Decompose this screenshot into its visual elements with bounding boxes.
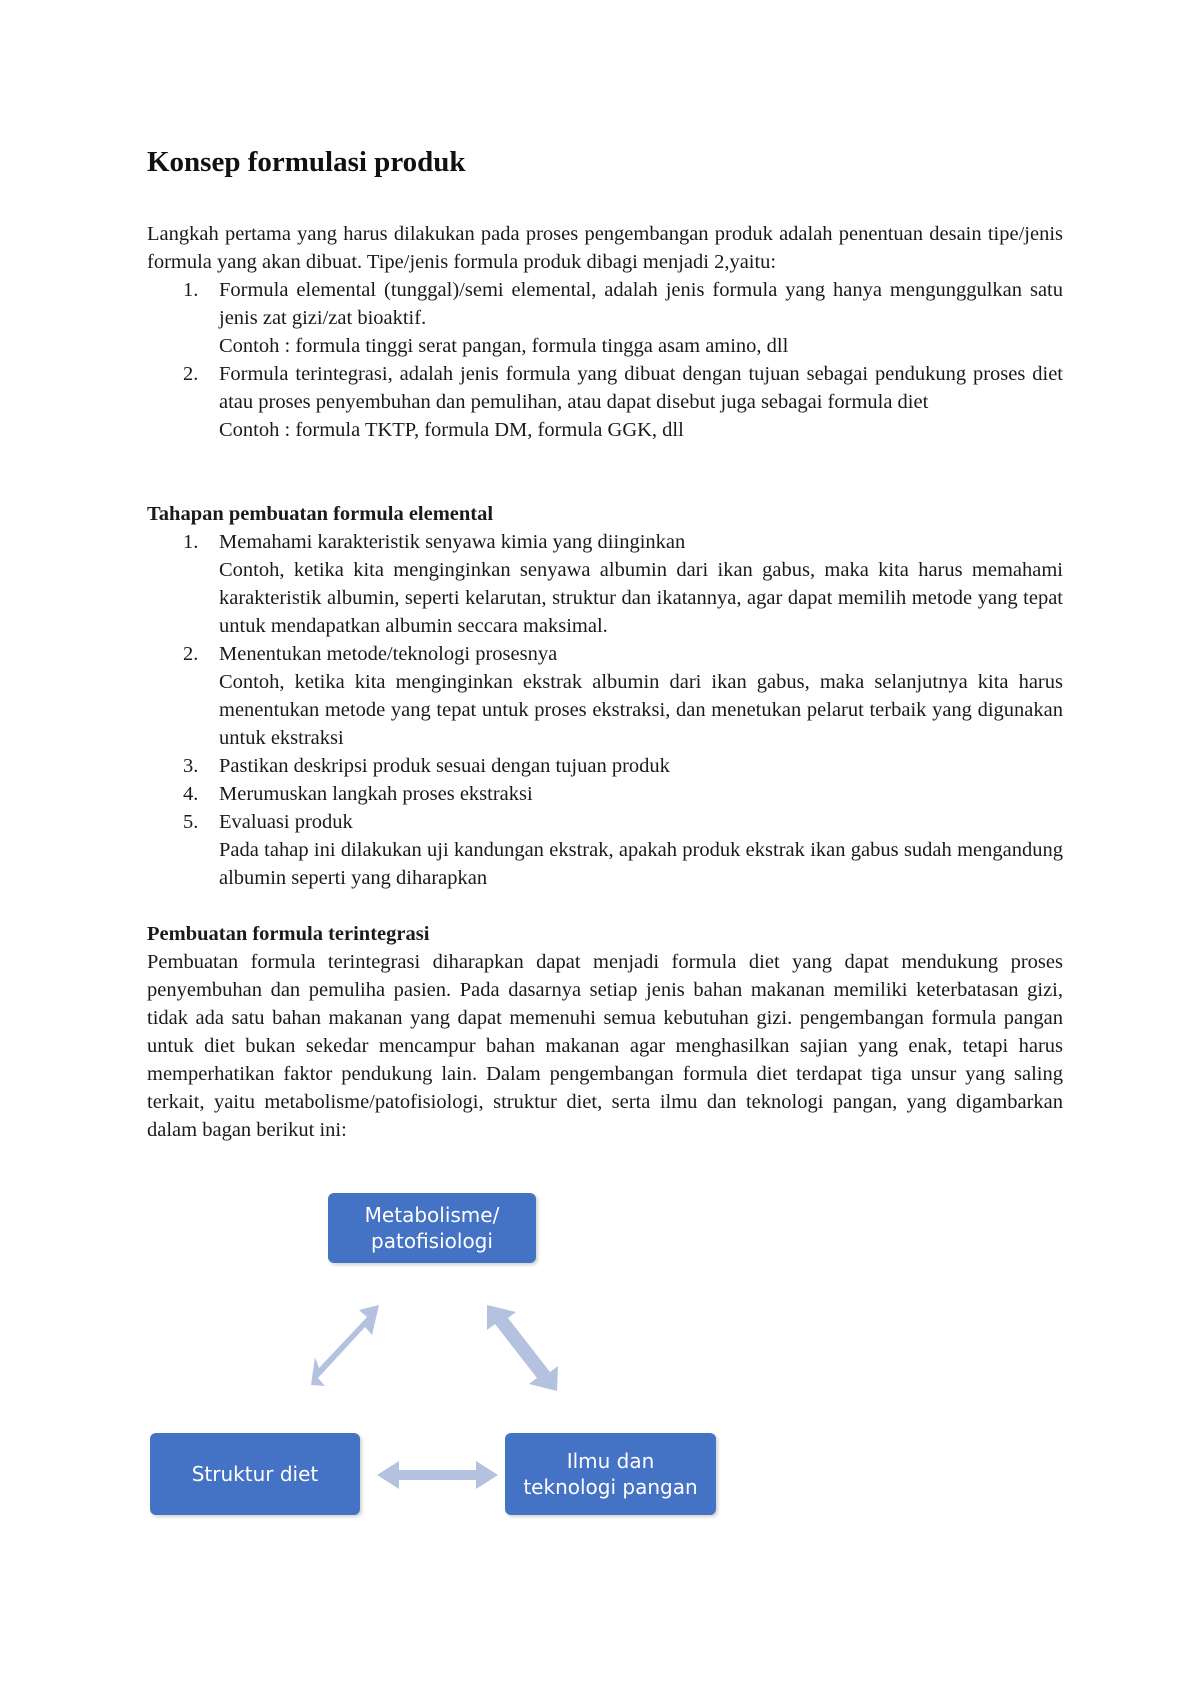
- list-item: [147, 808, 1063, 892]
- double-arrow-top-right: [487, 1305, 558, 1391]
- step-detail: Pada tahap ini dilakukan uji kandungan ekstrak, apakah produk ekstrak ikan gabus sudah mengandung albumin seperti yang diharapkan: [219, 839, 1063, 889]
- list-number: 3.: [183, 755, 199, 777]
- node-metabolisme-line2: patofisiologi: [371, 1229, 493, 1253]
- list-number: 5.: [183, 811, 199, 833]
- formula-types-list: [147, 276, 1063, 444]
- steps-list: [147, 528, 1063, 892]
- step-detail: Contoh, ketika kita menginginkan ekstrak albumin dari ikan gabus, maka selanjutnya kita harus menentukan metode yang tepat untuk proses ekstraksi, dan menetukan pelarut terbaik yang digunakan untuk ekstraksi: [219, 671, 1063, 749]
- list-item-text: Formula elemental (tunggal)/semi elemental, adalah jenis formula yang hanya mengunggulkan satu jenis zat gizi/zat bioaktif.: [219, 279, 1063, 329]
- step-title: Menentukan metode/teknologi prosesnya: [219, 643, 558, 665]
- list-item: [147, 752, 1063, 780]
- relationship-diagram: [147, 1185, 1047, 1545]
- node-metabolisme-line1: Metabolisme/: [364, 1203, 500, 1227]
- section-elemental: [147, 500, 1063, 892]
- node-ilmu-line1: Ilmu dan: [566, 1449, 655, 1473]
- node-metabolisme: [328, 1193, 536, 1263]
- intro-block: [147, 220, 1063, 444]
- list-item: [147, 780, 1063, 808]
- node-ilmu-teknologi: [505, 1433, 716, 1515]
- list-number: 1.: [183, 531, 199, 553]
- step-title: Pastikan deskripsi produk sesuai dengan tujuan produk: [219, 755, 670, 777]
- page-title: Konsep formulasi produk: [147, 146, 466, 178]
- section-heading: Tahapan pembuatan formula elemental: [147, 503, 494, 525]
- step-title: Memahami karakteristik senyawa kimia yang diinginkan: [219, 531, 686, 553]
- list-number: 2.: [183, 643, 199, 665]
- list-number: 1.: [183, 279, 199, 301]
- section-heading: Pembuatan formula terintegrasi: [147, 923, 430, 945]
- section-paragraph: Pembuatan formula terintegrasi diharapkan dapat menjadi formula diet yang dapat mendukung proses penyembuhan dan pemuliha pasien. Pada dasarnya setiap jenis bahan makanan memiliki keterbatasan gizi, tidak ada satu bahan makanan yang dapat memenuhi semua kebutuhan gizi. pengembangan formula pangan untuk diet bukan sekedar mencampur bahan makanan agar menghasilkan sajian yang enak, tetapi harus memperhatikan faktor pendukung lain. Dalam pengembangan formula diet terdapat tiga unsur yang saling terkait, yaitu metabolisme/patofisiologi, struktur diet, serta ilmu dan teknologi pangan, yang digambarkan dalam bagan berikut ini:: [147, 951, 1063, 1141]
- node-struktur-diet-label: Struktur diet: [191, 1462, 319, 1486]
- intro-paragraph: Langkah pertama yang harus dilakukan pada proses pengembangan produk adalah penentuan desain tipe/jenis formula yang akan dibuat. Tipe/jenis formula produk dibagi menjadi 2,yaitu:: [147, 223, 1063, 273]
- step-title: Evaluasi produk: [219, 811, 353, 833]
- list-item-example: Contoh : formula TKTP, formula DM, formula GGK, dll: [219, 419, 684, 441]
- double-arrow-top-left: [311, 1305, 379, 1386]
- node-ilmu-line2: teknologi pangan: [523, 1475, 698, 1499]
- list-item: [147, 276, 1063, 360]
- section-terintegrasi: [147, 920, 1063, 1144]
- list-item-example: Contoh : formula tinggi serat pangan, formula tingga asam amino, dll: [219, 335, 789, 357]
- node-struktur-diet: [150, 1433, 360, 1515]
- double-arrow-bottom: [377, 1461, 498, 1489]
- list-number: 2.: [183, 363, 199, 385]
- step-detail: Contoh, ketika kita menginginkan senyawa albumin dari ikan gabus, maka kita harus memahami karakteristik albumin, seperti kelarutan, struktur dan ikatannya, agar dapat memilih metode yang tepat untuk mendapatkan albumin seccara maksimal.: [219, 559, 1063, 637]
- list-item: [147, 640, 1063, 752]
- list-number: 4.: [183, 783, 199, 805]
- step-title: Merumuskan langkah proses ekstraksi: [219, 783, 533, 805]
- list-item-text: Formula terintegrasi, adalah jenis formula yang dibuat dengan tujuan sebagai pendukung proses diet atau proses penyembuhan dan pemulihan, atau dapat disebut juga sebagai formula diet: [219, 363, 1063, 413]
- list-item: [147, 528, 1063, 640]
- list-item: [147, 360, 1063, 444]
